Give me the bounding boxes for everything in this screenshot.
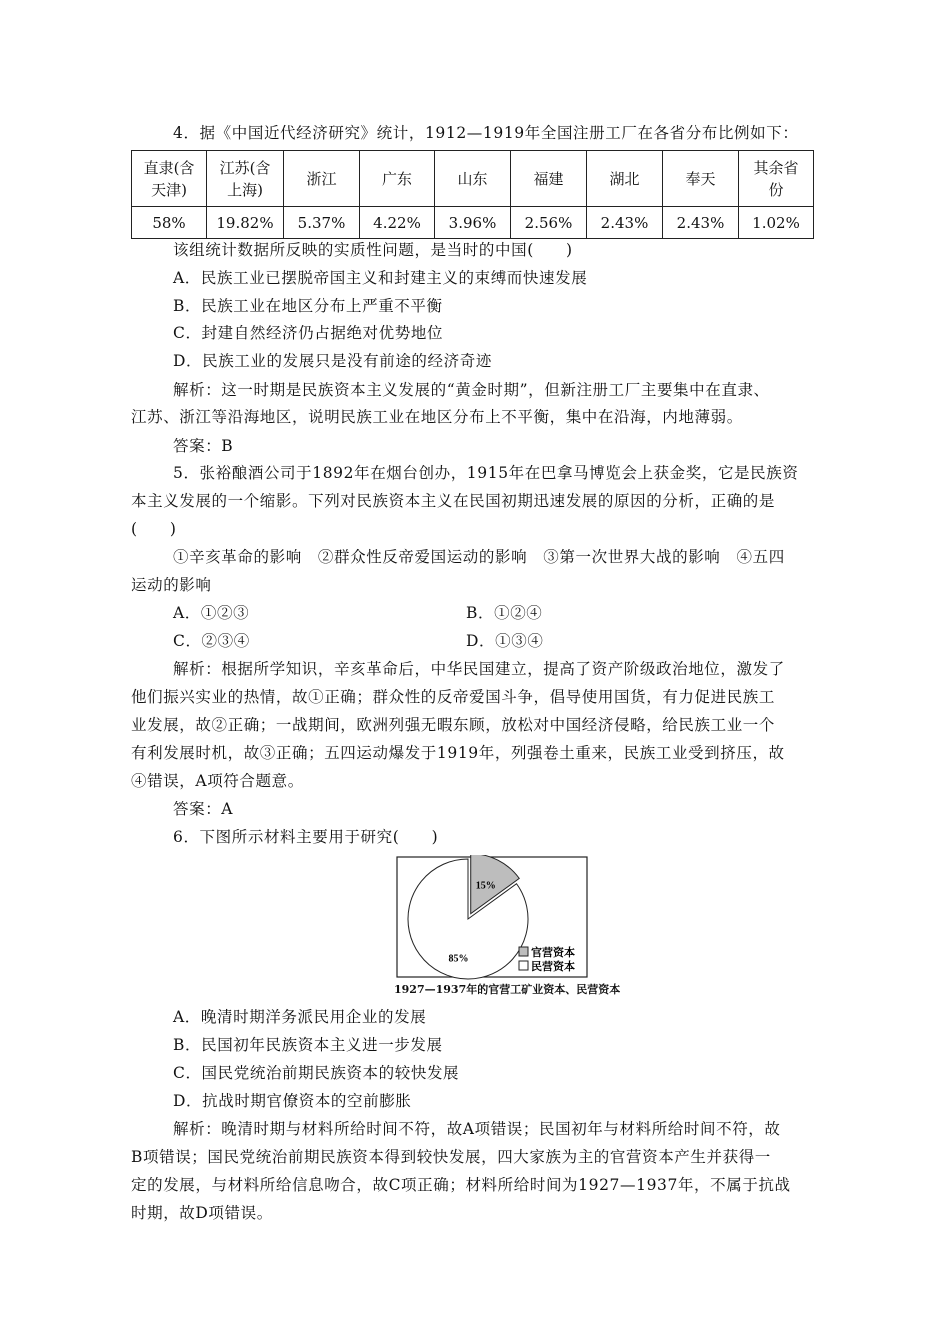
q5-items-line: 运动的影响 <box>131 576 212 594</box>
q4-option-a: A．民族工业已摆脱帝国主义和封建主义的束缚而快速发展 <box>173 269 588 287</box>
pie-slice-label: 15% <box>475 880 496 892</box>
q5-stem-line: 5．张裕酿酒公司于1892年在烟台创办，1915年在巴拿马博览会上获金奖，它是民族资 <box>173 464 799 482</box>
legend-swatch <box>519 961 528 970</box>
q6-analysis-line: 解析：晚清时期与材料所给时间不符，故A项错误；民国初年与材料所给时间不符，故 <box>173 1120 781 1138</box>
pie-chart-svg <box>394 855 616 981</box>
q6-option-b: B．民国初年民族资本主义进一步发展 <box>173 1036 443 1054</box>
q6-analysis-line: 定的发展，与材料所给信息吻合，故C项正确；材料所给时间为1927—1937年，不属于抗战 <box>131 1176 791 1194</box>
q6-option-c: C．国民党统治前期民族资本的较快发展 <box>173 1064 460 1082</box>
q6-option-d: D．抗战时期官僚资本的空前膨胀 <box>173 1092 412 1110</box>
q5-analysis-line: 有利发展时机，故③正确；五四运动爆发于1919年，列强卷土重来，民族工业受到挤压，故 <box>131 744 785 762</box>
q6-analysis-line: B项错误；国民党统治前期民族资本得到较快发展，四大家族为主的官营资本产生并获得一 <box>131 1148 771 1166</box>
pie-slice-label: 85% <box>448 953 469 965</box>
q5-answer: 答案：A <box>173 800 234 818</box>
q5-option-b: B．①②④ <box>466 604 543 622</box>
q4-question: 该组统计数据所反映的实质性问题，是当时的中国( ) <box>173 241 573 259</box>
legend-entry: 官营资本 <box>531 946 575 959</box>
q4-option-d: D．民族工业的发展只是没有前途的经济奇迹 <box>173 352 492 370</box>
q4-option-b: B．民族工业在地区分布上严重不平衡 <box>173 297 443 315</box>
q5-analysis-line: 业发展，故②正确；一战期间，欧洲列强无暇东顾，放松对中国经济侵略，给民族工业一个 <box>131 716 776 734</box>
q5-stem-line: ( ) <box>131 520 177 538</box>
q5-analysis-line: ④错误，A项符合题意。 <box>131 772 304 790</box>
q6-option-a: A．晚清时期洋务派民用企业的发展 <box>173 1008 427 1026</box>
q4-analysis-line: 解析：这一时期是民族资本主义发展的“黄金时期”，但新注册工厂主要集中在直隶、 <box>173 381 770 399</box>
table-header-cell: 福建 <box>511 151 587 207</box>
q6-analysis-line: 时期，故D项错误。 <box>131 1204 273 1222</box>
q5-option-d: D．①③④ <box>466 632 544 650</box>
table-header-cell: 湖北 <box>587 151 663 207</box>
q5-option-c: C．②③④ <box>173 632 250 650</box>
table-cell: 3.96% <box>435 207 511 239</box>
q6-stem: 6．下图所示材料主要用于研究( ) <box>173 828 439 846</box>
q5-analysis-line: 他们振兴实业的热情，故①正确；群众性的反帝爱国斗争，倡导使用国货，有力促进民族工 <box>131 688 776 706</box>
table-header-cell: 奉天 <box>663 151 739 207</box>
q4-analysis-line: 江苏、浙江等沿海地区，说明民族工业在地区分布上不平衡，集中在沿海，内地薄弱。 <box>131 408 743 426</box>
q5-items-line: ①辛亥革命的影响 ②群众性反帝爱国运动的影响 ③第一次世界大战的影响 ④五四 <box>173 548 785 566</box>
table-cell: 19.82% <box>207 207 284 239</box>
table-header-cell: 广东 <box>360 151 435 207</box>
table-cell: 1.02% <box>739 207 814 239</box>
q4-stem: 4．据《中国近代经济研究》统计，1912—1919年全国注册工厂在各省分布比例如下： <box>173 124 799 142</box>
table-header-cell: 直隶(含 天津) <box>132 151 207 207</box>
q4-distribution-table <box>131 150 814 239</box>
table-cell: 5.37% <box>284 207 360 239</box>
table-value-row <box>132 207 814 239</box>
q4-answer: 答案：B <box>173 437 234 455</box>
table-cell: 2.56% <box>511 207 587 239</box>
table-cell: 2.43% <box>587 207 663 239</box>
table-header-cell: 其余省 份 <box>739 151 814 207</box>
table-header-cell: 浙江 <box>284 151 360 207</box>
table-header-cell: 江苏(含 上海) <box>207 151 284 207</box>
table-cell: 4.22% <box>360 207 435 239</box>
legend-entry: 民营资本 <box>531 960 575 973</box>
chart-title: 1927—1937年的官营工矿业资本、民营资本 <box>394 983 621 996</box>
q5-option-a: A．①②③ <box>173 604 250 622</box>
table-cell: 2.43% <box>663 207 739 239</box>
pie-chart <box>394 855 621 1000</box>
table-header-cell: 山东 <box>435 151 511 207</box>
legend-swatch <box>519 947 528 956</box>
table-header-row <box>132 151 814 207</box>
table-cell: 58% <box>132 207 207 239</box>
q5-stem-line: 本主义发展的一个缩影。下列对民族资本主义在民国初期迅速发展的原因的分析，正确的是 <box>131 492 776 510</box>
q4-option-c: C．封建自然经济仍占据绝对优势地位 <box>173 324 444 342</box>
q5-analysis-line: 解析：根据所学知识，辛亥革命后，中华民国建立，提高了资产阶级政治地位，激发了 <box>173 660 785 678</box>
